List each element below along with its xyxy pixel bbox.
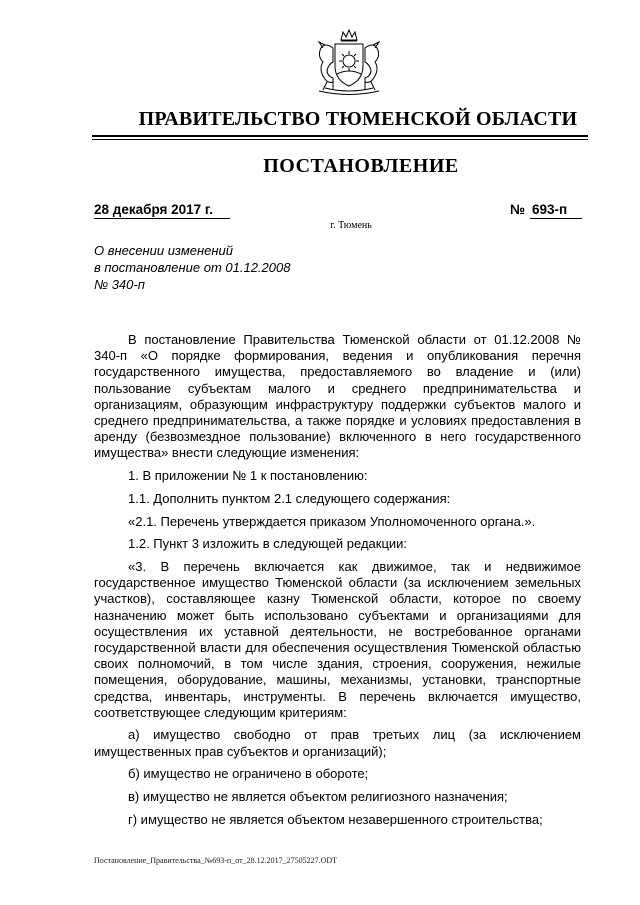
document-body bbox=[94, 332, 581, 828]
body-paragraph: 1. В приложении № 1 к постановлению: bbox=[128, 468, 368, 484]
document-number-label: № bbox=[510, 202, 526, 217]
subject-line: № 340-п bbox=[94, 277, 145, 292]
coat-of-arms-icon bbox=[303, 28, 395, 98]
header-rule-thin bbox=[92, 139, 588, 140]
subject-line: О внесении изменений bbox=[94, 243, 233, 258]
body-paragraph: 1.1. Дополнить пунктом 2.1 следующего содержания: bbox=[128, 490, 451, 506]
body-paragraph: «3. В перечень включается как движимое, так и недвижимое государственное имущество Тюменской области (за исключением земельных участков), составляющее казну Тюменской области, которое по своему назначению может быть использовано субъектами и организациями для осуществления их уставной деятельности, не востребованное органами государственной власти для обеспечения осуществления Тюменской областью своих полномочий, в том числе здания, строения, сооружения, нежилые помещения, оборудование, машины, механизмы, установки, транспортные средства, инвентарь, инструменты. В перечень включается имущество, соответствующее следующим критериям: bbox=[94, 558, 581, 720]
body-paragraph: г) имущество не является объектом незавершенного строительства; bbox=[128, 811, 543, 827]
body-paragraph: В постановление Правительства Тюменской области от 01.12.2008 № 340-п «О порядке формирования, ведения и опубликования перечня государственного имущества, предоставляемого во владение и (или) пользование субъектам малого и среднего предпринимательства и организациям, образующим инфраструктуру поддержки субъектов малого и среднего предпринимательства, а также порядке и условиях предоставления в аренду (безвозмездное пользование) включенного в него государственного имущества» внести следующие изменения: bbox=[94, 332, 581, 461]
document-city: г. Тюмень bbox=[330, 220, 372, 231]
header-rule-thick bbox=[92, 135, 588, 137]
body-paragraph: 1.2. Пункт 3 изложить в следующей редакции: bbox=[128, 536, 408, 552]
body-paragraph: б) имущество не ограничено в обороте; bbox=[128, 766, 369, 782]
body-paragraph: в) имущество не является объектом религиозного назначения; bbox=[128, 789, 508, 805]
document-subject bbox=[94, 242, 394, 293]
subject-line: в постановление от 01.12.2008 bbox=[94, 260, 291, 275]
body-paragraph: а) имущество свободно от прав третьих лиц (за исключением имущественных прав субъектов и организаций); bbox=[94, 727, 581, 759]
body-paragraph: «2.1. Перечень утверждается приказом Уполномоченного органа.». bbox=[128, 513, 536, 529]
government-title: ПРАВИТЕЛЬСТВО ТЮМЕНСКОЙ ОБЛАСТИ bbox=[138, 108, 578, 130]
document-number: 693-п bbox=[530, 202, 582, 219]
document-type: ПОСТАНОВЛЕНИЕ bbox=[263, 155, 459, 177]
document-date: 28 декабря 2017 г. bbox=[94, 202, 230, 219]
footer-file-name: Постановление_Правительства_№693-п_от_28.12.2017_27505227.ODT bbox=[94, 856, 338, 865]
